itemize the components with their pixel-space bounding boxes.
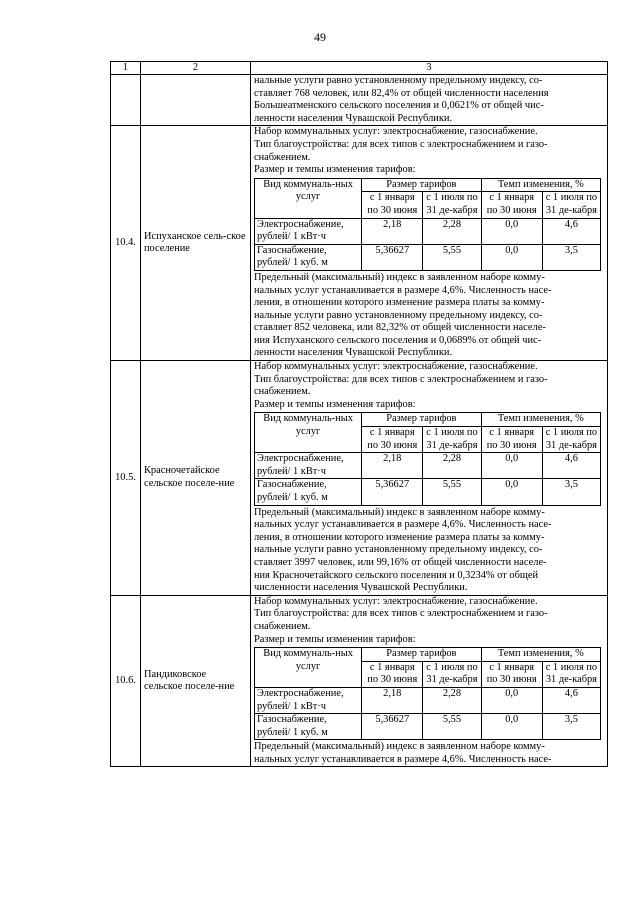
- period-header: с 1 июля по 31 де-кабря: [423, 661, 481, 687]
- tariff-row: [255, 479, 601, 505]
- rate-value-h2: 3,5: [542, 244, 600, 270]
- outro-text: [254, 741, 604, 766]
- outro-text: [254, 272, 604, 360]
- text-line: снабжением.: [254, 151, 311, 163]
- tariff-value-h1: 2,18: [362, 687, 423, 713]
- row-content: [251, 126, 608, 361]
- tariff-value-h2: 5,55: [423, 244, 481, 270]
- tariff-value-h2: 5,55: [423, 479, 481, 505]
- tariff-value-h2: 5,55: [423, 714, 481, 740]
- column-header-1: 1: [111, 62, 141, 75]
- settlement-row: [111, 595, 608, 767]
- text-line: Предельный (максимальный) индекс в заявленном наборе комму-: [254, 271, 545, 283]
- tariff-service: Электроснабжение, рублей/ 1 кВт·ч: [255, 687, 362, 713]
- column-header-2: 2: [141, 62, 251, 75]
- rate-value-h1: 0,0: [481, 714, 542, 740]
- text-line: снабжением.: [254, 386, 311, 398]
- tariff-service: Газоснабжение, рублей/ 1 куб. м: [255, 479, 362, 505]
- intro-text: [254, 361, 604, 411]
- continuation-name-cell: [141, 75, 251, 126]
- row-content: [251, 595, 608, 767]
- row-number: 10.5.: [111, 361, 141, 596]
- tariff-service: Электроснабжение, рублей/ 1 кВт·ч: [255, 453, 362, 479]
- tariff-header-row: [255, 178, 601, 192]
- text-line: Размер и темпы изменения тарифов:: [254, 164, 416, 176]
- period-header: с 1 июля по 31 де-кабря: [542, 427, 600, 453]
- text-line: Набор коммунальных услуг: электроснабжение, газоснабжение.: [254, 361, 538, 373]
- text-line: ния Испуханского сельского поселения и 0,0689% от общей чис-: [254, 334, 542, 346]
- tariff-row: [255, 218, 601, 244]
- tariff-value-h2: 2,28: [423, 453, 481, 479]
- text-line: ставляет 3997 человек, или 99,16% от общей численности населе-: [254, 556, 547, 568]
- outro-text: [254, 507, 604, 595]
- row-number: 10.4.: [111, 126, 141, 361]
- tariff-value-h1: 2,18: [362, 218, 423, 244]
- page-number: 49: [314, 30, 326, 44]
- continuation-row: [111, 75, 608, 126]
- continuation-num-cell: [111, 75, 141, 126]
- text-line: Предельный (максимальный) индекс в заявленном наборе комму-: [254, 741, 545, 753]
- text-line: нальные услуги равно установленному предельному индексу, со-: [254, 544, 543, 556]
- rate-value-h1: 0,0: [481, 687, 542, 713]
- tariff-service: Электроснабжение, рублей/ 1 кВт·ч: [255, 218, 362, 244]
- settlement-rows: [111, 126, 608, 767]
- settlement-row: [111, 361, 608, 596]
- column-header-row: [111, 62, 608, 75]
- settlement-name: Пандиковское сельское поселе-ние: [141, 595, 251, 767]
- rate-value-h2: 3,5: [542, 479, 600, 505]
- text-line: нальные услуги равно установленному предельному индексу, со-: [254, 309, 543, 321]
- settlement-name: Испуханское сель-ское поселение: [141, 126, 251, 361]
- intro-text: [254, 596, 604, 646]
- tariff-table: [254, 178, 601, 271]
- text-line: ленности населения Чувашской Республики.: [254, 112, 453, 124]
- text-line: Предельный (максимальный) индекс в заявленном наборе комму-: [254, 506, 545, 518]
- tariff-kind-header: Вид коммуналь-ных услуг: [255, 648, 362, 688]
- rate-value-h1: 0,0: [481, 244, 542, 270]
- rate-value-h2: 3,5: [542, 714, 600, 740]
- tariff-service: Газоснабжение, рублей/ 1 куб. м: [255, 714, 362, 740]
- tariff-size-header: Размер тарифов: [362, 178, 481, 192]
- text-line: нальных услуг устанавливается в размере 4,6%. Численность насе-: [254, 519, 552, 531]
- text-line: ставляет 768 человек, или 82,4% от общей численности населения: [254, 87, 549, 99]
- tariff-value-h1: 5,36627: [362, 244, 423, 270]
- tariff-header-row: [255, 413, 601, 427]
- tariff-row: [255, 453, 601, 479]
- tariff-service: Газоснабжение, рублей/ 1 куб. м: [255, 244, 362, 270]
- text-line: ния Красночетайского сельского поселения и 0,3234% от общей: [254, 569, 539, 581]
- tariff-value-h1: 5,36627: [362, 479, 423, 505]
- text-line: Тип благоустройства: для всех типов с электроснабжением и газо-: [254, 373, 548, 385]
- period-header: с 1 января по 30 июня: [481, 661, 542, 687]
- text-line: численности населения Чувашской Республики.: [254, 582, 468, 594]
- period-header: с 1 января по 30 июня: [362, 427, 423, 453]
- text-line: Размер и темпы изменения тарифов:: [254, 398, 416, 410]
- text-line: Тип благоустройства: для всех типов с электроснабжением и газо-: [254, 138, 548, 150]
- intro-text: [254, 126, 604, 176]
- tariff-size-header: Размер тарифов: [362, 648, 481, 662]
- text-line: ления, в отношении которого изменение размера платы за комму-: [254, 531, 545, 543]
- settlement-row: [111, 126, 608, 361]
- tariff-table: [254, 412, 601, 505]
- text-line: ленности населения Чувашской Республики.: [254, 347, 453, 359]
- period-header: с 1 июля по 31 де-кабря: [542, 192, 600, 218]
- tariff-row: [255, 714, 601, 740]
- rate-value-h1: 0,0: [481, 218, 542, 244]
- text-line: нальные услуги равно установленному предельному индексу, со-: [254, 75, 543, 86]
- period-header: с 1 января по 30 июня: [481, 427, 542, 453]
- period-header: с 1 июля по 31 де-кабря: [423, 192, 481, 218]
- tariff-value-h1: 2,18: [362, 453, 423, 479]
- tariff-value-h1: 5,36627: [362, 714, 423, 740]
- rate-value-h2: 4,6: [542, 687, 600, 713]
- text-line: снабжением.: [254, 620, 311, 632]
- main-table: [110, 61, 608, 767]
- period-header: с 1 июля по 31 де-кабря: [542, 661, 600, 687]
- text-line: Тип благоустройства: для всех типов с электроснабжением и газо-: [254, 608, 548, 620]
- row-content: [251, 361, 608, 596]
- period-header: с 1 июля по 31 де-кабря: [423, 427, 481, 453]
- settlement-name: Красночетайское сельское поселе-ние: [141, 361, 251, 596]
- row-number: 10.6.: [111, 595, 141, 767]
- text-line: ставляет 852 человека, или 82,32% от общей численности населе-: [254, 322, 546, 334]
- tariff-kind-header: Вид коммуналь-ных услуг: [255, 178, 362, 218]
- text-line: Набор коммунальных услуг: электроснабжение, газоснабжение.: [254, 126, 538, 138]
- tariff-table: [254, 647, 601, 740]
- tariff-value-h2: 2,28: [423, 687, 481, 713]
- tariff-rate-header: Темп изменения, %: [481, 178, 600, 192]
- period-header: с 1 января по 30 июня: [362, 192, 423, 218]
- tariff-row: [255, 687, 601, 713]
- period-header: с 1 января по 30 июня: [481, 192, 542, 218]
- tariff-rate-header: Темп изменения, %: [481, 413, 600, 427]
- text-line: нальных услуг устанавливается в размере 4,6%. Численность насе-: [254, 753, 552, 765]
- column-header-3: 3: [251, 62, 608, 75]
- rate-value-h2: 4,6: [542, 453, 600, 479]
- tariff-value-h2: 2,28: [423, 218, 481, 244]
- text-line: Набор коммунальных услуг: электроснабжение, газоснабжение.: [254, 595, 538, 607]
- rate-value-h1: 0,0: [481, 479, 542, 505]
- text-line: Размер и темпы изменения тарифов:: [254, 633, 416, 645]
- rate-value-h2: 4,6: [542, 218, 600, 244]
- continuation-text-cell: [251, 75, 608, 126]
- tariff-rate-header: Темп изменения, %: [481, 648, 600, 662]
- rate-value-h1: 0,0: [481, 453, 542, 479]
- period-header: с 1 января по 30 июня: [362, 661, 423, 687]
- tariff-header-row: [255, 648, 601, 662]
- tariff-size-header: Размер тарифов: [362, 413, 481, 427]
- tariff-kind-header: Вид коммуналь-ных услуг: [255, 413, 362, 453]
- text-line: нальных услуг устанавливается в размере 4,6%. Численность насе-: [254, 284, 552, 296]
- tariff-row: [255, 244, 601, 270]
- text-line: Большеатменского сельского поселения и 0,0621% от общей чис-: [254, 100, 544, 112]
- text-line: ления, в отношении которого изменение размера платы за комму-: [254, 297, 545, 309]
